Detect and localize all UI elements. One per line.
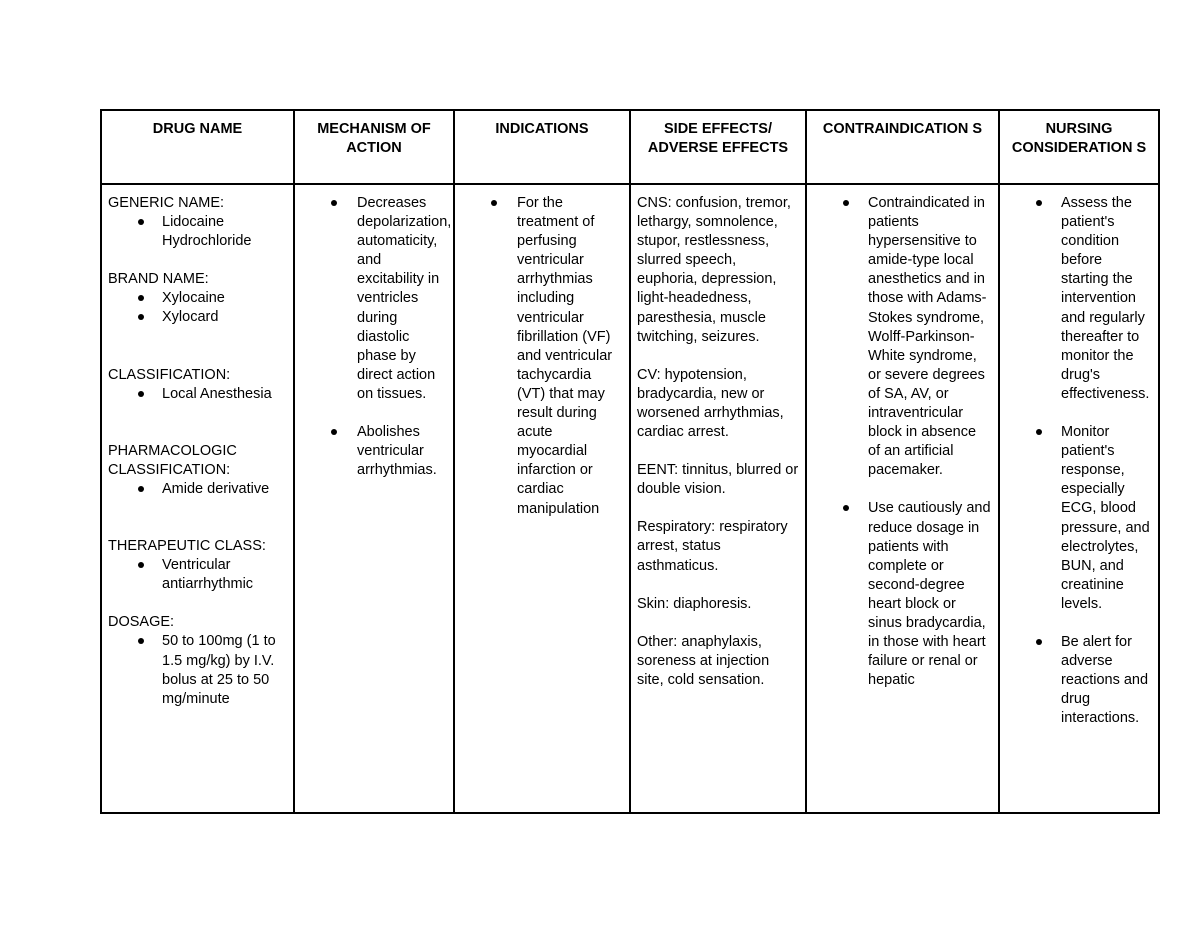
indications-cell [454, 184, 630, 813]
side-effect-respiratory: Respiratory: respiratory arrest, status asthmaticus. [637, 519, 788, 574]
classification-label: CLASSIFICATION: [108, 366, 231, 383]
pharmacologic-label: PHARMACOLOGIC CLASSIFICATION: [108, 442, 237, 478]
side-effects-cell [630, 184, 806, 813]
header-contraindications: CONTRAINDICATION S [806, 110, 999, 184]
side-effect-other: Other: anaphylaxis, soreness at injection site, cold sensation. [637, 633, 770, 688]
contraindications-list [813, 194, 992, 690]
drug-name-cell [101, 184, 294, 813]
nursing-cell [999, 184, 1159, 813]
generic-name-list [108, 213, 287, 251]
header-nursing: NURSING CONSIDERATION S [999, 110, 1159, 184]
drug-study-table [100, 109, 1160, 814]
mechanism-list [301, 194, 452, 480]
therapeutic-list [108, 556, 287, 594]
header-drug-name: DRUG NAME [101, 110, 294, 184]
generic-name-label: GENERIC NAME: [108, 195, 225, 211]
pharmacologic-list [108, 480, 287, 499]
side-effect-cv: CV: hypotension, bradycardia, new or worsened arrhythmias, cardiac arrest. [637, 366, 784, 441]
brand-name-label: BRAND NAME: [108, 271, 209, 288]
header-mechanism: MECHANISM OF ACTION [294, 110, 454, 184]
list-item: Local Anesthesia [108, 385, 287, 404]
nursing-list [1006, 194, 1152, 728]
list-item: Lidocaine Hydrochloride [108, 213, 287, 251]
side-effect-cns: CNS: confusion, tremor, lethargy, somnolence, stupor, restlessness, slurred speech, euphoria, depression, light-headedness, paresthesia, muscle twitching, seizures. [637, 195, 791, 345]
list-item: Monitor patient's response, especially ECG, blood pressure, and electrolytes, BUN, and creatinine levels. [1006, 423, 1152, 614]
list-item: Abolishes ventricular arrhythmias. [301, 423, 447, 480]
classification-list [108, 385, 287, 404]
side-effect-eent: EENT: tinnitus, blurred or double vision. [637, 462, 799, 498]
brand-name-list [108, 289, 287, 327]
list-item: 50 to 100mg (1 to 1.5 mg/kg) by I.V. bolus at 25 to 50 mg/minute [108, 632, 287, 708]
header-indications: INDICATIONS [454, 110, 630, 184]
list-item: Contraindicated in patients hypersensitive to amide-type local anesthetics and in those with Adams-Stokes syndrome, Wolff-Parkinson-White syndrome, or severe degrees of SA, AV, or intraventricular block in absence of an artificial pacemaker. [813, 194, 992, 480]
therapeutic-label: THERAPEUTIC CLASS: [108, 538, 266, 555]
list-item: Assess the patient's condition before starting the intervention and regularly thereafter to monitor the drug's effectiveness. [1006, 194, 1152, 404]
table-header-row [101, 110, 1159, 184]
list-item: Decreases depolarization, automaticity, and excitability in ventricles during diastolic phase by direct action on tissues. [301, 194, 447, 404]
table-row [101, 184, 1159, 813]
list-item: Be alert for adverse reactions and drug interactions. [1006, 633, 1152, 728]
dosage-list [108, 632, 287, 708]
list-item: For the treatment of perfusing ventricular arrhythmias including ventricular fibrillation (VF) and ventricular tachycardia (VT) that may result during acute myocardial infarction or cardiac manipulation [461, 194, 623, 519]
list-item: Amide derivative [108, 480, 287, 499]
contraindications-cell [806, 184, 999, 813]
dosage-label: DOSAGE: [108, 614, 175, 631]
list-item: Use cautiously and reduce dosage in patients with complete or second-degree heart block or sinus bradycardia, in those with heart failure or renal or hepatic [813, 499, 992, 690]
side-effect-skin: Skin: diaphoresis. [637, 595, 752, 612]
list-item: Ventricular antiarrhythmic [108, 556, 287, 594]
header-side-effects: SIDE EFFECTS/ ADVERSE EFFECTS [630, 110, 806, 184]
list-item: Xylocard [108, 308, 287, 327]
indications-list [461, 194, 623, 519]
mechanism-cell [294, 184, 454, 813]
list-item: Xylocaine [108, 289, 287, 308]
